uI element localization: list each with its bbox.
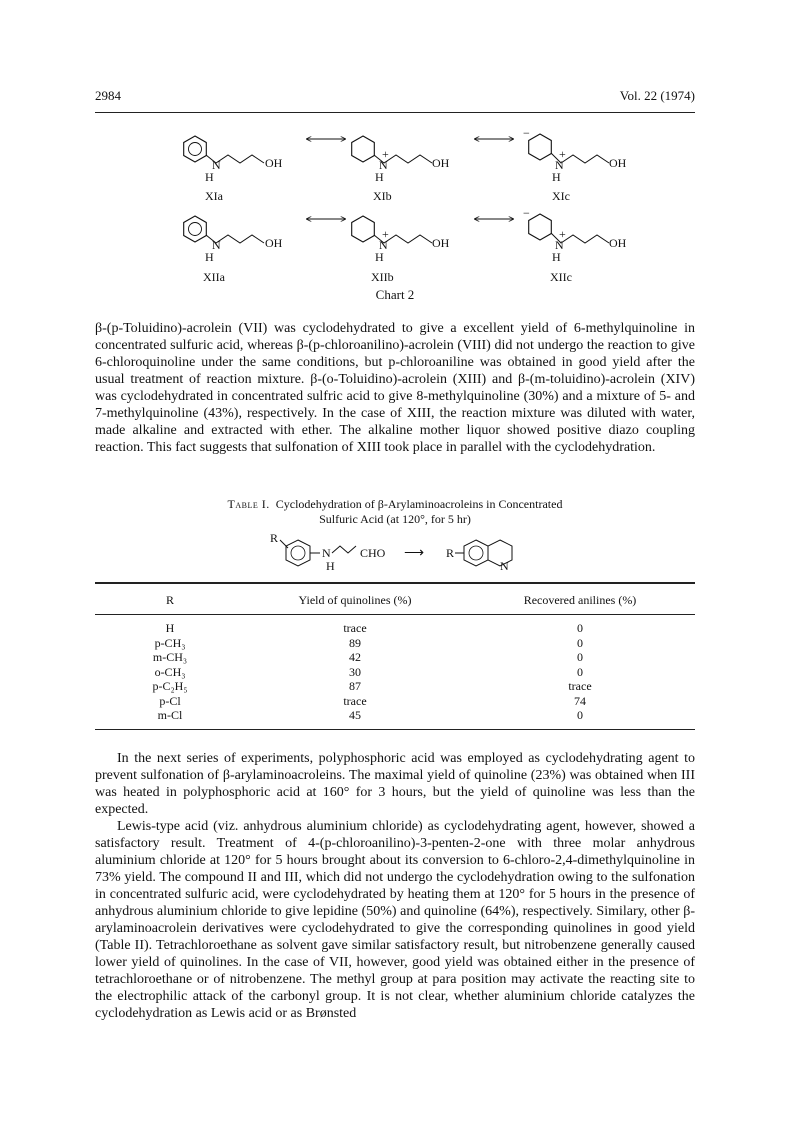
table-row: m-CH₃ 42 0 (152, 650, 583, 664)
label-XIc: XIc (552, 189, 570, 203)
structure-XIIa (184, 216, 283, 284)
reaction-scheme (270, 530, 540, 578)
running-header (95, 88, 695, 110)
label-XIIb: XIIb (371, 270, 394, 284)
svg-text:−: − (523, 206, 530, 220)
svg-text:CHO: CHO (360, 546, 386, 560)
svg-text:R: R (446, 546, 455, 560)
svg-text:N: N (379, 238, 388, 252)
body-paragraph-3: Lewis-type acid (viz. anhydrous aluminium chloride) as cyclodehydrating agent, however, showed a satisfactory result. Treatment of 4-(p-chloroanilino)-3-penten-2-one with three molar anhydrous aluminium chloride at 120° for 5 hours brought about its conversion to 6-chloro-2,4-dimethylquinoline in 73% yield. The compound II and III, which did not undergo the cyclodehydration owing to the sulfonation in concentrated sulfuric acid, were cyclodehydrated by heating them at 120° for 5 hours in the presence of anhydrous aluminium chloride to give lepidine (50%) and quinoline (64%), respectively. Similary, other β-arylaminoacrolein derivatives were cyclodehydrated to give the corresponding quinolines in good yield (Table II). Tetrachloroethane as solvent gave similar satisfactory result, but nitrobenzene generally caused lower yield of quinolines. In the case of VII, however, good yield was obtained either in the presence of tetrachloroethane or of nitrobenzene. The methyl group at para position may activate the reacting site to the electrophilic attack of the carbonyl group. It is not clear, whether aluminium chloride catalyzes the cyclodehydration as Lewis acid or as Brønsted (95, 819, 695, 1021)
svg-text:N: N (212, 158, 221, 172)
table-row: m-Cl 45 0 (157, 708, 583, 722)
label-XIb: XIb (373, 189, 392, 203)
header-yield: Yield of quinolines (%) (298, 593, 412, 607)
svg-text:H: H (552, 170, 561, 184)
svg-text:N: N (555, 238, 564, 252)
svg-text:H: H (326, 559, 335, 573)
svg-text:+: + (559, 147, 566, 161)
table-label: Table I. (227, 497, 270, 511)
body-paragraph-2: In the next series of experiments, polyphosphoric acid was employed as cyclodehydrating agent to prevent sulfonation of β-arylaminoacroleins. The maximal yield of quinoline (23%) was obtained when III was heated in polyphosphoric acid at 160° for 3 hours, but the yield of quinoline was less than the expected. (95, 751, 695, 817)
table-row: H trace 0 (165, 621, 583, 635)
svg-text:OH: OH (432, 156, 450, 170)
body-paragraph-1: β-(p-Toluidino)-acrolein (VII) was cyclodehydrated to give a excellent yield of 6-methylquinoline in concentrated sulfuric acid, whereas β-(p-chloroanilino)-acrolein (VIII) did not undergo the reaction to give 6-chloroquinoline under the same conditions, but p-chloroaniline was obtained in good yield after the usual treatment of reaction mixture. β-(o-Toluidino)-acrolein (XIII) and β-(m-toluidino)-acrolein (XIV) was cyclodehydrated in concentrated sulfric acid to give 8-methylquinoline (30%) and a mixture of 5- and 7-methylquinoline (43%), respectively. In the case of XIII, the reaction mixture was diluted with water, made alkaline and extracted with ether. The alkaline mother liquor showed positive diazo coupling reaction. This fact suggests that sulfonation of XIII took place in parallel with the cyclodehydration. (95, 321, 695, 455)
header-r: R (165, 593, 174, 607)
structure-XIa (184, 136, 283, 203)
label-XIIc: XIIc (550, 270, 572, 284)
structure-XIc (523, 126, 627, 203)
svg-text:N: N (212, 238, 221, 252)
structure-XIIb (352, 216, 450, 284)
svg-text:−: − (523, 126, 530, 140)
table-1 (95, 582, 695, 730)
svg-text:H: H (205, 170, 214, 184)
svg-text:R: R (270, 531, 279, 545)
svg-text:+: + (382, 147, 389, 161)
svg-text:N: N (555, 158, 564, 172)
svg-text:N: N (379, 158, 388, 172)
structure-XIb (352, 136, 450, 203)
svg-text:OH: OH (432, 236, 450, 250)
table-1-caption: Table I. Cyclodehydration of β-Arylaminoacroleins in Concentrated Sulfuric Acid (at 120°, for 5 hr) (227, 497, 563, 526)
table-row: p-CH₃ 89 0 (154, 635, 583, 650)
structure-XIIc (523, 206, 627, 284)
table-row: o-CH₃ 30 0 (154, 664, 583, 679)
chart-2-resonance-structures (95, 125, 695, 305)
svg-text:OH: OH (265, 236, 283, 250)
svg-text:H: H (552, 250, 561, 264)
svg-text:+: + (559, 227, 566, 241)
svg-text:⟶: ⟶ (404, 546, 425, 561)
svg-text:H: H (375, 170, 384, 184)
label-XIa: XIa (205, 189, 223, 203)
label-XIIa: XIIa (203, 270, 225, 284)
svg-text:OH: OH (609, 156, 627, 170)
svg-text:OH: OH (609, 236, 627, 250)
resonance-diagram (95, 125, 695, 285)
header-recovered: Recovered anilines (%) (523, 593, 637, 607)
chart-title: Chart 2 (375, 287, 415, 302)
svg-text:N: N (500, 559, 509, 573)
svg-text:N: N (322, 546, 331, 560)
journal-volume: Vol. 22 (1974) (619, 88, 695, 103)
svg-text:+: + (382, 227, 389, 241)
table-row: p-C₂H₅ 87 trace (152, 679, 592, 693)
svg-text:H: H (375, 250, 384, 264)
svg-text:OH: OH (265, 156, 283, 170)
svg-text:H: H (205, 250, 214, 264)
table-row: p-Cl trace 74 (159, 693, 586, 708)
table-header-row (95, 583, 695, 615)
header-rule (95, 112, 695, 113)
page-number: 2984 (95, 88, 121, 103)
